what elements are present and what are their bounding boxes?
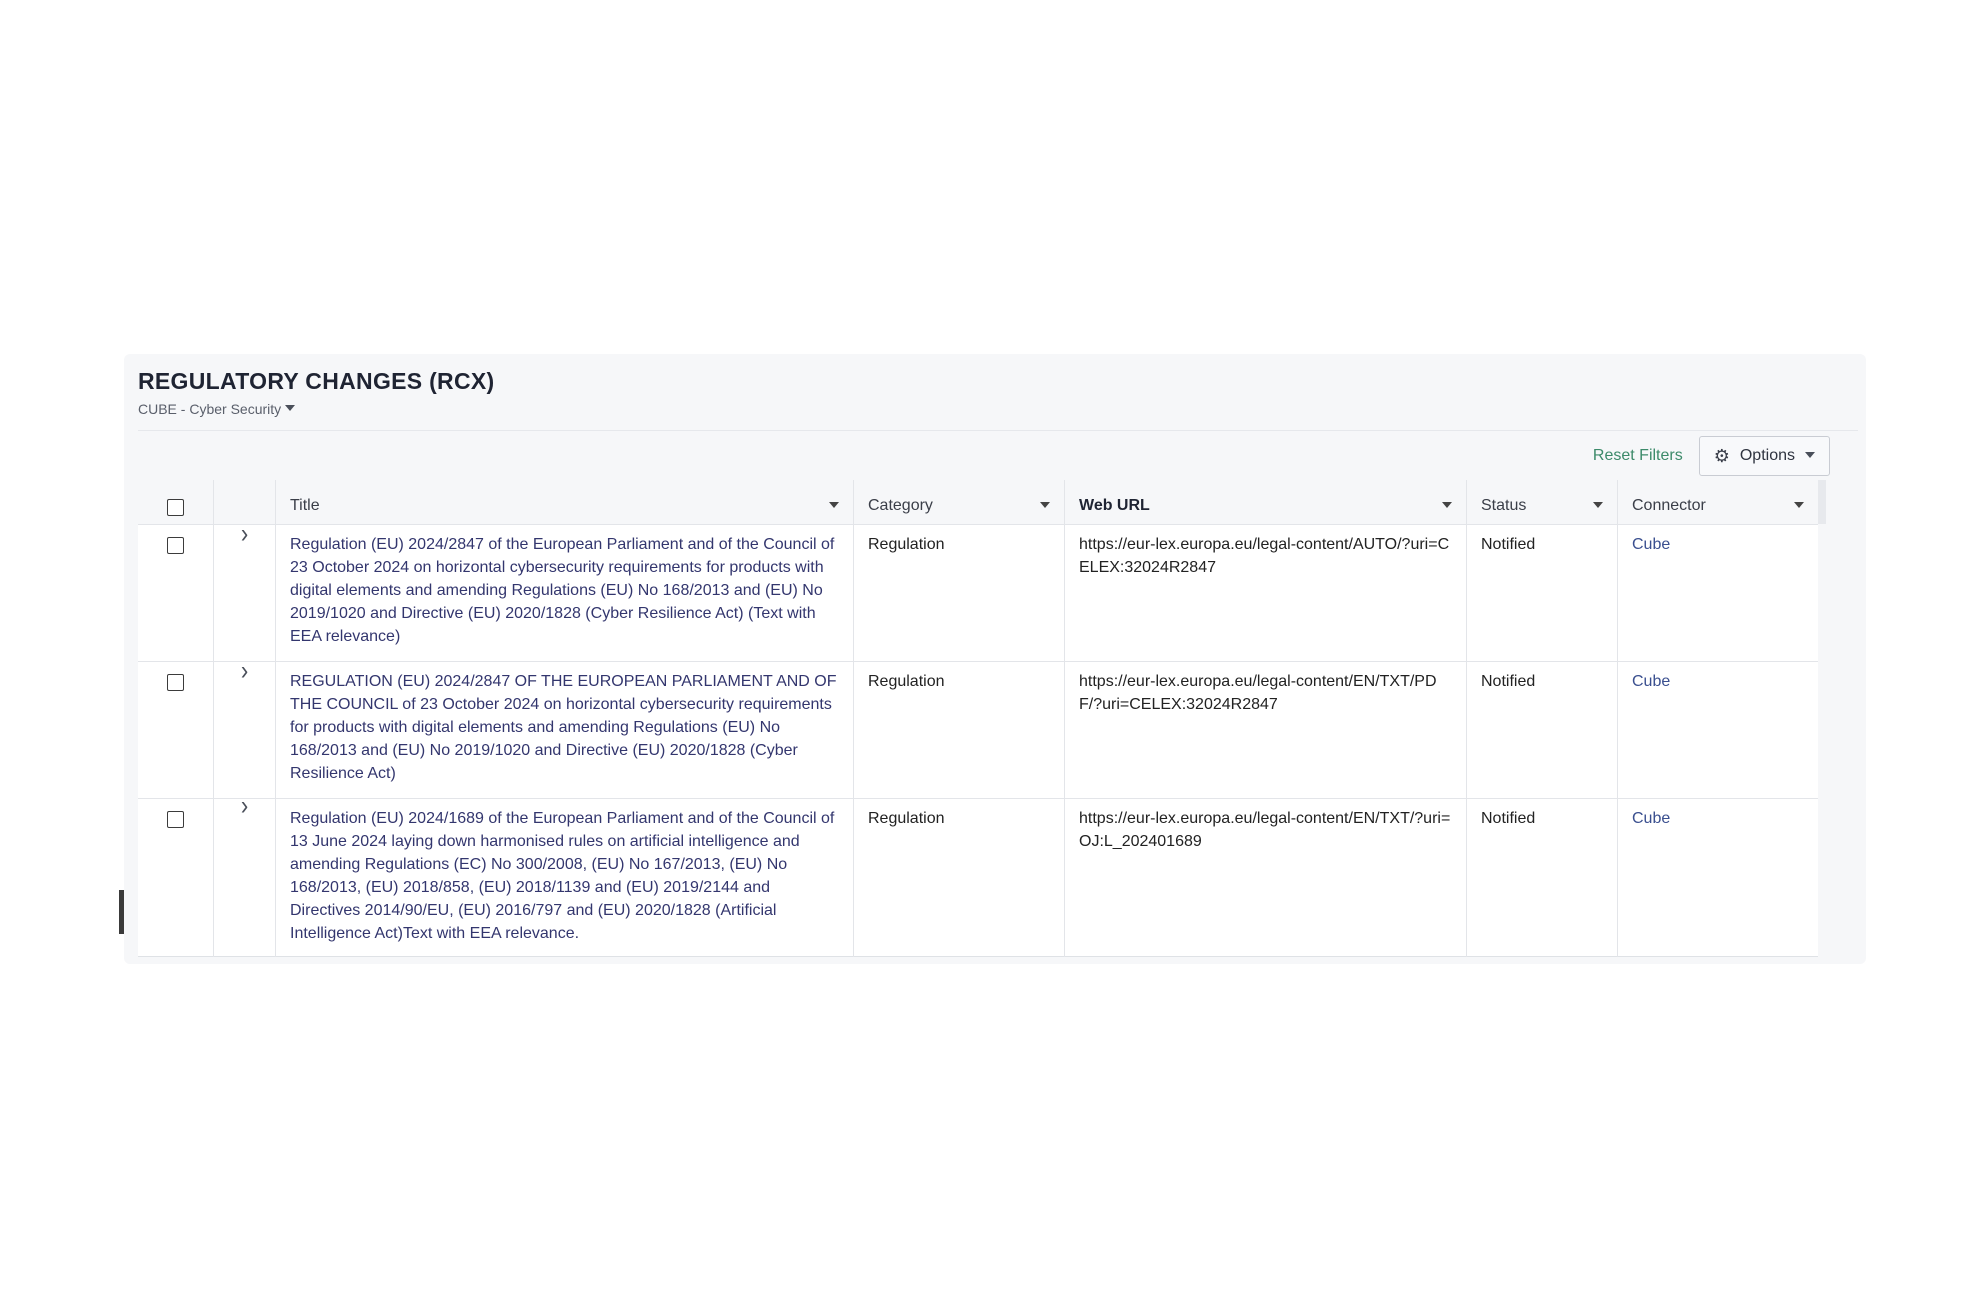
web-url-value: https://eur-lex.europa.eu/legal-content/AUTO/?uri=CELEX:32024R2847: [1079, 536, 1450, 576]
column-header-connector-label: Connector: [1632, 496, 1706, 514]
connector-cell: [1618, 525, 1818, 662]
caret-down-icon: [1805, 452, 1815, 458]
status-value: Notified: [1481, 536, 1536, 553]
caret-down-icon[interactable]: [1794, 502, 1804, 508]
column-header-category-label: Category: [868, 496, 933, 514]
panel-title: REGULATORY CHANGES (RCX): [138, 368, 495, 394]
category-cell: [854, 799, 1065, 957]
title-cell: [276, 662, 854, 799]
gear-icon: ⚙: [1713, 445, 1730, 466]
scope-dropdown[interactable]: [138, 401, 295, 417]
title-link[interactable]: Regulation (EU) 2024/2847 of the European Parliament and of the Council of 23 October 2024 on horizontal cybersecurity requirements for products with digital elements and amending Regulations (EU) No 168/2013 and (EU) No 2019/1020 and Directive (EU) 2020/1828 (Cyber Resilience Act) (Text with EEA relevance): [290, 536, 835, 645]
connector-link[interactable]: Cube: [1632, 673, 1671, 690]
row-checkbox-cell: [138, 662, 214, 799]
category-value: Regulation: [868, 810, 945, 827]
table-header-row: [138, 480, 1818, 524]
caret-down-icon[interactable]: [1442, 502, 1452, 508]
status-value: Notified: [1481, 673, 1536, 690]
text-cursor-marker: [119, 890, 124, 934]
table-row: [138, 790, 1818, 957]
row-expand-cell: [214, 518, 276, 662]
table-row: [138, 655, 1818, 799]
row-checkbox[interactable]: [167, 537, 184, 554]
title-link[interactable]: REGULATION (EU) 2024/2847 OF THE EUROPEAN PARLIAMENT AND OF THE COUNCIL of 23 October 2024 on horizontal cybersecurity requirements for products with digital elements and amending Regulations (EU) No 168/2013 and (EU) No 2019/1020 and Directive (EU) 2020/1828 (Cyber Resilience Act): [290, 673, 837, 782]
header-divider: [138, 430, 1858, 431]
column-header-title[interactable]: [276, 480, 854, 524]
status-cell: [1467, 799, 1618, 957]
options-button[interactable]: [1699, 436, 1830, 476]
caret-down-icon[interactable]: [1040, 502, 1050, 508]
column-header-web-url[interactable]: [1065, 480, 1467, 524]
title-cell: [276, 799, 854, 957]
scope-dropdown-label: CUBE - Cyber Security: [138, 401, 282, 417]
connector-cell: [1618, 799, 1818, 957]
row-checkbox[interactable]: [167, 811, 184, 828]
caret-down-icon: [285, 405, 295, 411]
status-cell: [1467, 662, 1618, 799]
category-value: Regulation: [868, 673, 945, 690]
connector-link[interactable]: Cube: [1632, 810, 1671, 827]
options-label: Options: [1739, 447, 1795, 464]
column-header-status[interactable]: [1467, 480, 1618, 524]
category-cell: [854, 525, 1065, 662]
row-expand-cell: [214, 655, 276, 799]
connector-link[interactable]: Cube: [1632, 536, 1671, 553]
column-header-status-label: Status: [1481, 496, 1527, 514]
table-row: [138, 518, 1818, 662]
category-value: Regulation: [868, 536, 945, 553]
web-url-cell: [1065, 525, 1467, 662]
column-header-connector[interactable]: [1618, 480, 1818, 524]
row-checkbox-cell: [138, 799, 214, 957]
column-header-title-label: Title: [290, 496, 320, 514]
chevron-right-icon[interactable]: ›: [240, 655, 249, 686]
regulatory-changes-panel: [124, 354, 1866, 964]
column-header-web-url-label: Web URL: [1079, 496, 1150, 514]
reset-filters-link[interactable]: Reset Filters: [1592, 447, 1683, 464]
web-url-value: https://eur-lex.europa.eu/legal-content/EN/TXT/?uri=OJ:L_202401689: [1079, 810, 1451, 850]
category-cell: [854, 662, 1065, 799]
connector-cell: [1618, 662, 1818, 799]
header-expand-cell: [214, 480, 276, 524]
caret-down-icon[interactable]: [1593, 502, 1603, 508]
title-link[interactable]: Regulation (EU) 2024/1689 of the European Parliament and of the Council of 13 June 2024 laying down harmonised rules on artificial intelligence and amending Regulations (EC) No 300/2008, (EU) No 167/2013, (EU) No 168/2013, (EU) 2018/858, (EU) 2018/1139 and (EU) 2019/2144 and Directives 2014/90/EU, (EU) 2016/797 and (EU) 2020/1828 (Artificial Intelligence Act)Text with EEA relevance.: [290, 810, 835, 942]
panel-header: [138, 368, 1838, 419]
web-url-cell: [1065, 799, 1467, 957]
chevron-right-icon[interactable]: ›: [240, 518, 249, 549]
status-cell: [1467, 525, 1618, 662]
web-url-value: https://eur-lex.europa.eu/legal-content/EN/TXT/PDF/?uri=CELEX:32024R2847: [1079, 673, 1437, 713]
scrollbar[interactable]: [1818, 480, 1826, 524]
row-expand-cell: [214, 790, 276, 957]
caret-down-icon[interactable]: [829, 502, 839, 508]
row-checkbox-cell: [138, 525, 214, 662]
column-header-category[interactable]: [854, 480, 1065, 524]
header-checkbox-cell: [138, 480, 214, 524]
row-checkbox[interactable]: [167, 674, 184, 691]
web-url-cell: [1065, 662, 1467, 799]
regulations-table: [138, 480, 1818, 957]
title-cell: [276, 525, 854, 662]
select-all-checkbox[interactable]: [167, 499, 184, 516]
status-value: Notified: [1481, 810, 1536, 827]
chevron-right-icon[interactable]: ›: [240, 790, 249, 821]
toolbar: [1593, 436, 1830, 476]
